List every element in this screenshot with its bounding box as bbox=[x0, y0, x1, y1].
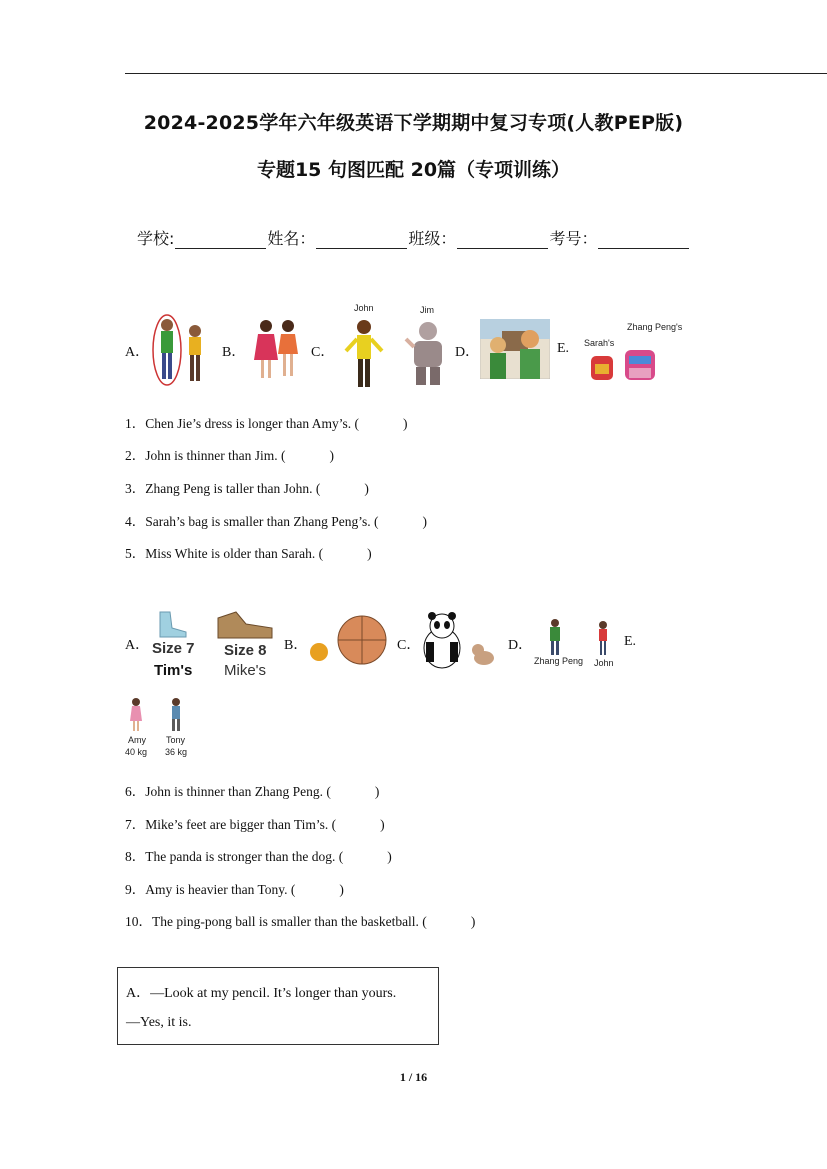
close-paren: ) bbox=[329, 448, 334, 463]
john-figure bbox=[340, 303, 388, 393]
dialogue-line-1: A．—Look at my pencil. It’s longer than yours. bbox=[126, 986, 397, 1001]
question-text: John is thinner than Zhang Peng. ( bbox=[145, 784, 331, 799]
question-number: 4． bbox=[125, 514, 146, 529]
question-text: Sarah’s bag is smaller than Zhang Peng’s. ( bbox=[145, 514, 379, 529]
balls-image bbox=[308, 614, 388, 666]
header-rule bbox=[125, 73, 827, 74]
question-number: 10． bbox=[125, 914, 152, 929]
amy-caption: Amy bbox=[128, 735, 146, 745]
small-shoes-image bbox=[156, 608, 192, 638]
option-e-label: E. bbox=[557, 341, 570, 356]
tims-caption: Tim's bbox=[154, 662, 193, 679]
dialogue-option-box bbox=[117, 967, 439, 1045]
close-paren: ) bbox=[339, 882, 344, 897]
option-c-label: C． bbox=[397, 638, 421, 653]
question-number: 8． bbox=[125, 849, 146, 864]
john-thin-image bbox=[340, 317, 388, 393]
two-girls-dresses-image bbox=[248, 316, 306, 382]
question-10 bbox=[125, 910, 475, 930]
boys-weight-figure bbox=[532, 618, 622, 670]
page-subtitle: 专题15 句图匹配 20篇（专项训练） bbox=[256, 159, 571, 181]
exam-no-blank[interactable] bbox=[598, 230, 689, 249]
question-number: 3． bbox=[125, 481, 146, 496]
question-7 bbox=[125, 813, 385, 833]
tony-weight: 36 kg bbox=[165, 747, 188, 757]
question-text: The ping-pong ball is smaller than the basketball. ( bbox=[152, 914, 427, 929]
school-label: 学校: bbox=[137, 229, 175, 248]
teacher-and-girl-image bbox=[480, 319, 550, 379]
option-e-label: E. bbox=[624, 634, 637, 649]
question-text: Amy is heavier than Tony. ( bbox=[145, 882, 296, 897]
close-paren: ) bbox=[374, 784, 380, 799]
question-6 bbox=[125, 780, 379, 800]
option-a-label: A． bbox=[125, 638, 150, 653]
question-text: Zhang Peng is taller than John. ( bbox=[145, 481, 321, 496]
john-small-image bbox=[597, 620, 609, 656]
sarahs-caption: Sarah's bbox=[584, 338, 615, 348]
class-label: 班级： bbox=[408, 229, 457, 248]
option-d-label: D． bbox=[508, 638, 533, 653]
question-text: Chen Jie’s dress is longer than Amy’s. ( bbox=[145, 416, 359, 431]
mikes-caption: Mike's bbox=[224, 662, 267, 679]
class-blank[interactable] bbox=[457, 230, 548, 249]
close-paren: ) bbox=[367, 546, 372, 561]
jim-caption: Jim bbox=[420, 305, 434, 315]
close-paren: ) bbox=[387, 849, 392, 864]
question-number: 2． bbox=[125, 448, 146, 463]
question-9 bbox=[125, 878, 344, 898]
question-4 bbox=[125, 510, 427, 530]
size7-caption: Size 7 bbox=[152, 640, 195, 657]
question-3 bbox=[125, 477, 369, 497]
question-number: 1． bbox=[125, 416, 146, 431]
big-shoes-image bbox=[216, 608, 274, 642]
question-text: Miss White is older than Sarah. ( bbox=[145, 546, 324, 561]
page-title: 2024-2025学年六年级英语下学期期中复习专项(人教PEP版) bbox=[143, 112, 684, 134]
school-blank[interactable] bbox=[175, 230, 266, 249]
tony-image bbox=[169, 697, 183, 733]
option-b-label: B． bbox=[222, 345, 246, 360]
page-number: 1 / 16 bbox=[399, 1070, 428, 1084]
name-blank[interactable] bbox=[316, 230, 407, 249]
close-paren: ) bbox=[364, 481, 369, 496]
two-bags-figure bbox=[583, 320, 693, 382]
question-number: 9． bbox=[125, 882, 146, 897]
zhangpeng-image bbox=[548, 618, 562, 656]
jim-image bbox=[402, 319, 448, 389]
student-info-line bbox=[137, 226, 690, 249]
bags-image bbox=[589, 350, 669, 382]
question-5 bbox=[125, 542, 372, 562]
tony-caption: Tony bbox=[166, 735, 186, 745]
question-number: 7． bbox=[125, 817, 146, 832]
question-number: 6． bbox=[125, 784, 146, 799]
john-caption: John bbox=[354, 303, 374, 313]
question-text: The panda is stronger than the dog. ( bbox=[145, 849, 344, 864]
question-1 bbox=[125, 412, 407, 432]
close-paren: ) bbox=[422, 514, 427, 529]
size8-caption: Size 8 bbox=[224, 642, 267, 659]
option-a-label: A． bbox=[125, 345, 150, 360]
option-d-label: D． bbox=[455, 345, 480, 360]
question-2 bbox=[125, 444, 334, 464]
option-b-label: B． bbox=[284, 638, 308, 653]
question-text: Mike’s feet are bigger than Tim’s. ( bbox=[145, 817, 337, 832]
question-8 bbox=[125, 845, 392, 865]
exam-no-label: 考号： bbox=[549, 229, 598, 248]
amy-weight: 40 kg bbox=[125, 747, 148, 757]
dialogue-line-2: —Yes, it is. bbox=[126, 1015, 192, 1030]
panda-and-dog-image bbox=[420, 612, 500, 670]
zhangpengs-caption: Zhang Peng's bbox=[627, 322, 683, 332]
question-text: John is thinner than Jim. ( bbox=[145, 448, 286, 463]
name-label: 姓名： bbox=[267, 229, 316, 248]
option-c-label: C． bbox=[311, 345, 335, 360]
close-paren: ) bbox=[380, 817, 385, 832]
close-paren: ) bbox=[402, 416, 408, 431]
zhangpeng-caption: Zhang Peng bbox=[534, 656, 584, 666]
shoes-figure bbox=[152, 608, 277, 682]
two-boys-height-image bbox=[150, 313, 212, 387]
amy-image bbox=[129, 697, 143, 733]
amy-tony-figure bbox=[122, 697, 202, 761]
close-paren: ) bbox=[470, 914, 476, 929]
jim-figure bbox=[402, 305, 448, 389]
question-number: 5． bbox=[125, 546, 146, 561]
john-small-caption: John bbox=[594, 658, 614, 668]
